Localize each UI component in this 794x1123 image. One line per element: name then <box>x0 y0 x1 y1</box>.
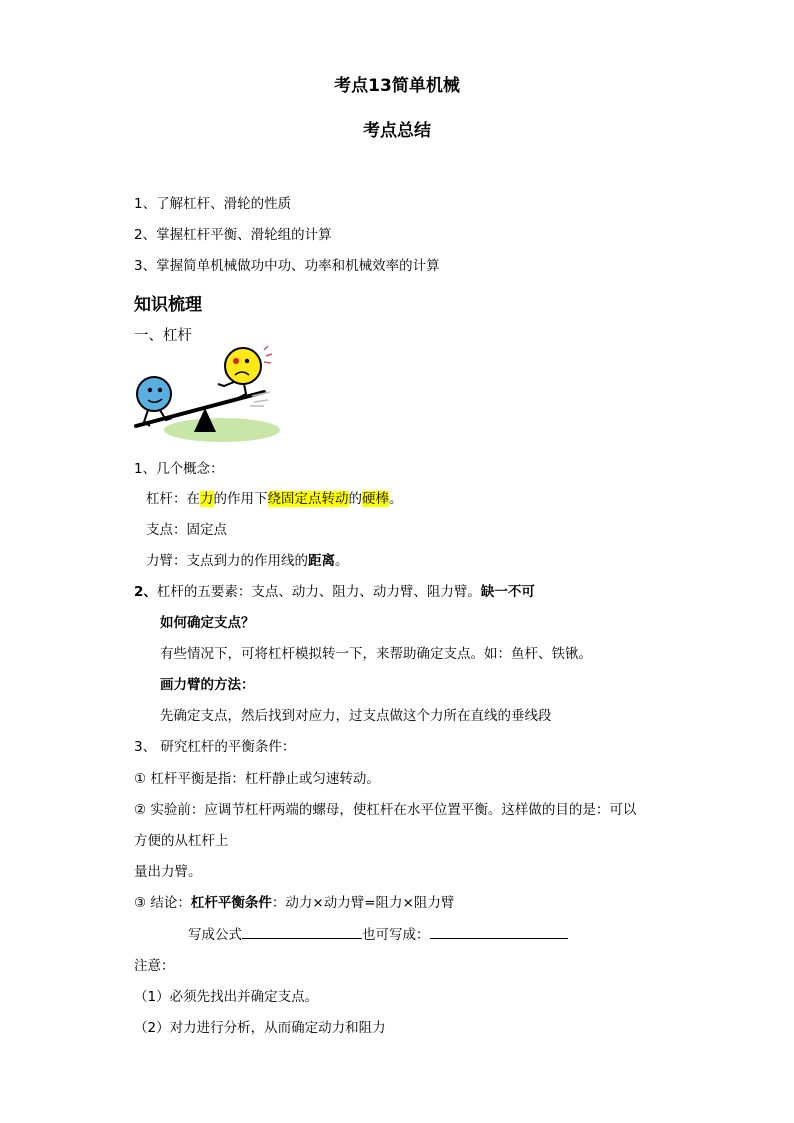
lever-highlight-force: 力 <box>200 491 214 507</box>
balance-heading: 3、 研究杠杆的平衡条件： <box>134 739 296 755</box>
balance-item-2c: 量出力臂。 <box>134 864 202 880</box>
how-fulcrum-text: 有些情况下，可将杠杆模拟转一下，来帮助确定支点。如：鱼杆、铁锹。 <box>160 646 592 662</box>
balance-item-2a: ② 实验前：应调节杠杆两端的螺母，使杠杆在水平位置平衡。这样做的目的是：可以 <box>134 802 637 818</box>
conclusion-prefix: ③ 结论： <box>134 895 191 911</box>
lever-highlight-rotate: 绕固定点转动 <box>267 491 349 507</box>
arm-text: 力臂：支点到力的作用线的 <box>146 553 308 569</box>
balance-item-3 <box>134 891 454 911</box>
formula-line <box>188 923 568 943</box>
lever-text-2: 的作用下 <box>213 491 268 507</box>
lever-text-4: 。 <box>389 491 403 507</box>
fulcrum-definition: 支点：固定点 <box>146 522 227 538</box>
formula-blank-2 <box>430 924 568 939</box>
five-elements-bold: 缺一不可 <box>480 584 535 600</box>
section-heading: 知识梳理 <box>134 295 202 315</box>
note-1: （1）必须先找出并确定支点。 <box>134 989 319 1005</box>
lever-definition <box>146 487 403 507</box>
objective-3: 3、掌握简单机械做功中功、功率和机械效率的计算 <box>134 258 440 274</box>
objective-2: 2、掌握杠杆平衡、滑轮组的计算 <box>134 227 332 243</box>
formula-alt-label: 也可写成： <box>362 927 430 943</box>
draw-arm-text: 先确定支点，然后找到对应力，过支点做这个力所在直线的垂线段 <box>160 708 552 724</box>
balance-item-1: ① 杠杆平衡是指：杠杆静止或匀速转动。 <box>134 771 380 787</box>
lever-text-1: 在 <box>186 491 200 507</box>
subsection-heading: 一、杠杆 <box>134 328 192 344</box>
formula-label: 写成公式 <box>188 927 242 943</box>
balance-condition-text: ：动力×动力臂=阻力×阻力臂 <box>271 895 455 911</box>
balance-item-2b: 方便的从杠杆上 <box>134 833 229 849</box>
note-2: （2）对力进行分析，从而确定动力和阻力 <box>134 1020 386 1036</box>
concepts-heading: 1、几个概念： <box>134 461 224 477</box>
notes-heading: 注意： <box>134 958 175 974</box>
five-elements <box>134 580 535 600</box>
arm-end: 。 <box>335 553 349 569</box>
page-title: 考点13简单机械 <box>334 76 460 96</box>
how-fulcrum-heading: 如何确定支点？ <box>160 615 255 631</box>
lever-highlight-rod: 硬棒 <box>362 491 389 507</box>
five-elements-num: 2、 <box>134 584 157 600</box>
lever-text-3: 的 <box>348 491 362 507</box>
arm-bold: 距离 <box>308 553 335 569</box>
arm-definition <box>146 549 349 569</box>
draw-arm-heading: 画力臂的方法： <box>160 677 255 693</box>
page-subtitle: 考点总结 <box>363 121 431 141</box>
seesaw-illustration <box>132 344 282 446</box>
formula-blank-1 <box>242 924 362 939</box>
objective-1: 1、了解杠杆、滑轮的性质 <box>134 196 292 212</box>
balance-condition-bold: 杠杆平衡条件 <box>190 895 272 911</box>
five-elements-text: 杠杆的五要素：支点、动力、阻力、动力臂、阻力臂。 <box>156 584 481 600</box>
lever-label: 杠杆： <box>146 491 187 507</box>
